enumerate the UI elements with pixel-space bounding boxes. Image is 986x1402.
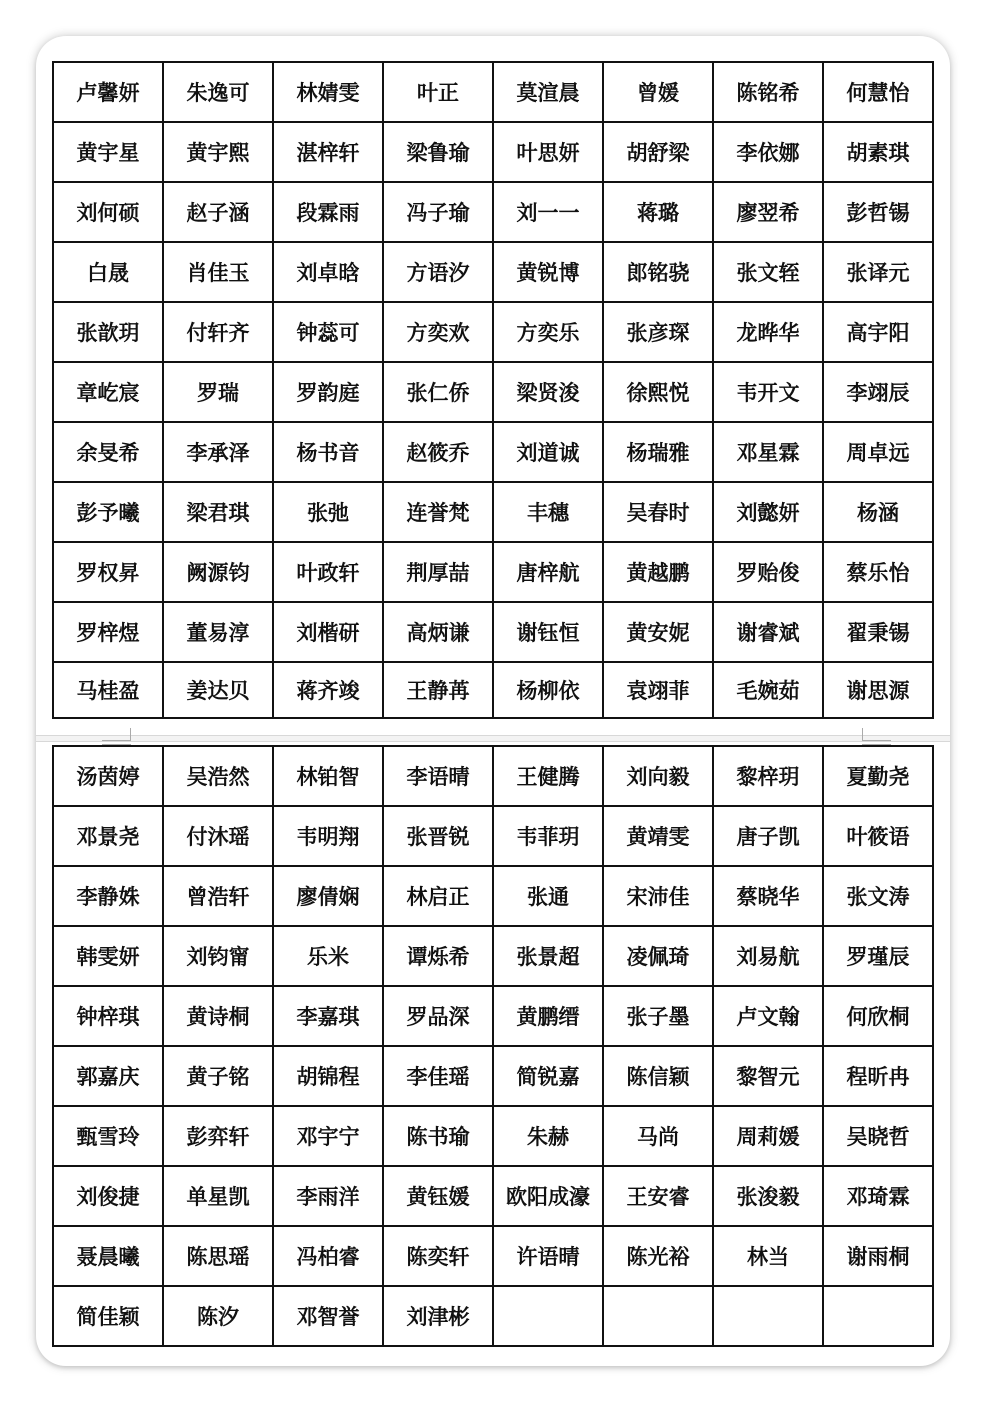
name-cell: 曾媛 [603, 62, 713, 122]
name-cell: 张景超 [493, 926, 603, 986]
name-cell: 张彦琛 [603, 302, 713, 362]
name-cell: 罗韵庭 [273, 362, 383, 422]
name-cell: 李佳瑶 [383, 1046, 493, 1106]
name-cell: 李雨洋 [273, 1166, 383, 1226]
name-cell: 黎梓玥 [713, 746, 823, 806]
table-row [53, 482, 933, 542]
name-cell: 高炳谦 [383, 602, 493, 662]
name-cell: 马桂盈 [53, 662, 163, 718]
name-cell: 罗瑾辰 [823, 926, 933, 986]
name-cell: 刘易航 [713, 926, 823, 986]
name-cell: 罗贻俊 [713, 542, 823, 602]
name-cell: 姜达贝 [163, 662, 273, 718]
name-cell: 黄越鹏 [603, 542, 713, 602]
table-row [53, 242, 933, 302]
name-table-page-1 [52, 61, 934, 719]
name-cell: 赵筱乔 [383, 422, 493, 482]
table-row [53, 302, 933, 362]
name-cell: 韦开文 [713, 362, 823, 422]
name-cell: 罗品深 [383, 986, 493, 1046]
name-cell: 程昕冉 [823, 1046, 933, 1106]
name-cell: 白晟 [53, 242, 163, 302]
name-cell: 胡锦程 [273, 1046, 383, 1106]
name-cell: 邓宇宁 [273, 1106, 383, 1166]
table-row [53, 1046, 933, 1106]
name-cell: 蒋璐 [603, 182, 713, 242]
name-cell: 谢钰恒 [493, 602, 603, 662]
name-cell: 李静姝 [53, 866, 163, 926]
name-cell: 徐熙悦 [603, 362, 713, 422]
name-cell: 吴春时 [603, 482, 713, 542]
name-cell: 陈铭希 [713, 62, 823, 122]
name-cell [823, 1286, 933, 1346]
name-cell: 彭予曦 [53, 482, 163, 542]
name-cell: 卢馨妍 [53, 62, 163, 122]
name-cell: 彭弈轩 [163, 1106, 273, 1166]
page-break [36, 735, 950, 742]
table-row [53, 926, 933, 986]
table-row [53, 1106, 933, 1166]
name-cell: 黄锐博 [493, 242, 603, 302]
name-cell: 方语汐 [383, 242, 493, 302]
name-cell: 马尚 [603, 1106, 713, 1166]
name-cell: 简佳颖 [53, 1286, 163, 1346]
name-cell: 黄钰媛 [383, 1166, 493, 1226]
name-cell: 叶正 [383, 62, 493, 122]
name-cell: 章屹宸 [53, 362, 163, 422]
name-cell: 钟蕊可 [273, 302, 383, 362]
name-cell: 刘道诚 [493, 422, 603, 482]
name-cell: 李承泽 [163, 422, 273, 482]
name-cell: 汤茵婷 [53, 746, 163, 806]
name-cell: 刘向毅 [603, 746, 713, 806]
name-cell: 郎铭骁 [603, 242, 713, 302]
name-cell: 杨涵 [823, 482, 933, 542]
name-cell: 张译元 [823, 242, 933, 302]
table-row [53, 746, 933, 806]
name-cell: 阙源钧 [163, 542, 273, 602]
name-cell: 赵子涵 [163, 182, 273, 242]
name-cell: 刘楷研 [273, 602, 383, 662]
name-cell: 李依娜 [713, 122, 823, 182]
name-cell: 单星凯 [163, 1166, 273, 1226]
name-cell: 蔡乐怡 [823, 542, 933, 602]
table-row [53, 602, 933, 662]
name-cell: 刘何硕 [53, 182, 163, 242]
name-table-page-2 [52, 745, 934, 1347]
name-cell: 张晋锐 [383, 806, 493, 866]
name-cell: 胡舒梁 [603, 122, 713, 182]
name-cell: 韦明翔 [273, 806, 383, 866]
name-cell: 邓琦霖 [823, 1166, 933, 1226]
name-cell: 黄子铭 [163, 1046, 273, 1106]
name-cell: 林当 [713, 1226, 823, 1286]
name-cell: 罗权昇 [53, 542, 163, 602]
name-cell: 夏勤尧 [823, 746, 933, 806]
name-cell: 陈汐 [163, 1286, 273, 1346]
name-cell: 黄鹏缙 [493, 986, 603, 1046]
name-cell: 冯子瑜 [383, 182, 493, 242]
name-cell: 林启正 [383, 866, 493, 926]
name-cell: 黄靖雯 [603, 806, 713, 866]
name-cell: 付沐瑶 [163, 806, 273, 866]
name-cell: 张弛 [273, 482, 383, 542]
table-row [53, 1286, 933, 1346]
name-cell [603, 1286, 713, 1346]
name-cell: 黄宇星 [53, 122, 163, 182]
name-cell: 王静苒 [383, 662, 493, 718]
name-cell: 方奕欢 [383, 302, 493, 362]
table-row [53, 182, 933, 242]
name-cell: 胡素琪 [823, 122, 933, 182]
table-row [53, 1226, 933, 1286]
name-cell: 何慧怡 [823, 62, 933, 122]
name-cell: 叶筱语 [823, 806, 933, 866]
name-cell: 湛梓轩 [273, 122, 383, 182]
name-cell: 廖倩娴 [273, 866, 383, 926]
name-cell: 邓星霖 [713, 422, 823, 482]
name-cell: 李嘉琪 [273, 986, 383, 1046]
name-cell: 林铂智 [273, 746, 383, 806]
name-cell: 唐梓航 [493, 542, 603, 602]
name-cell: 刘一一 [493, 182, 603, 242]
name-cell: 王健腾 [493, 746, 603, 806]
name-cell: 罗梓煜 [53, 602, 163, 662]
name-cell: 谢思源 [823, 662, 933, 718]
name-cell: 朱逸可 [163, 62, 273, 122]
crop-mark [102, 728, 131, 741]
name-cell: 谭烁希 [383, 926, 493, 986]
table-row [53, 662, 933, 718]
name-cell: 邓智誉 [273, 1286, 383, 1346]
name-cell: 杨瑞雅 [603, 422, 713, 482]
name-cell: 高宇阳 [823, 302, 933, 362]
name-cell: 陈奕轩 [383, 1226, 493, 1286]
name-cell: 周莉媛 [713, 1106, 823, 1166]
name-cell: 何欣桐 [823, 986, 933, 1046]
name-cell: 丰穗 [493, 482, 603, 542]
name-cell: 连誉梵 [383, 482, 493, 542]
name-cell [493, 1286, 603, 1346]
name-cell: 张歆玥 [53, 302, 163, 362]
name-cell: 莫渲晨 [493, 62, 603, 122]
name-cell: 李语晴 [383, 746, 493, 806]
table-row [53, 542, 933, 602]
name-cell: 付轩齐 [163, 302, 273, 362]
name-cell: 梁贤浚 [493, 362, 603, 422]
table-row [53, 1166, 933, 1226]
name-cell: 刘钧甯 [163, 926, 273, 986]
name-cell: 曾浩轩 [163, 866, 273, 926]
name-cell: 钟梓琪 [53, 986, 163, 1046]
name-cell: 黄诗桐 [163, 986, 273, 1046]
name-cell: 罗瑞 [163, 362, 273, 422]
name-cell: 叶思妍 [493, 122, 603, 182]
name-cell: 张浚毅 [713, 1166, 823, 1226]
name-cell: 龙晔华 [713, 302, 823, 362]
name-cell: 梁鲁瑜 [383, 122, 493, 182]
name-cell: 段霖雨 [273, 182, 383, 242]
name-cell: 叶政轩 [273, 542, 383, 602]
name-cell: 韩雯妍 [53, 926, 163, 986]
name-cell: 张文轾 [713, 242, 823, 302]
name-cell: 刘卓晗 [273, 242, 383, 302]
name-cell: 周卓远 [823, 422, 933, 482]
name-cell: 卢文翰 [713, 986, 823, 1046]
name-cell: 邓景尧 [53, 806, 163, 866]
name-cell: 黄宇熙 [163, 122, 273, 182]
name-cell: 荆厚喆 [383, 542, 493, 602]
name-cell: 廖翌希 [713, 182, 823, 242]
name-cell: 黎智元 [713, 1046, 823, 1106]
name-cell: 毛婉茹 [713, 662, 823, 718]
name-cell: 肖佳玉 [163, 242, 273, 302]
name-cell: 王安睿 [603, 1166, 713, 1226]
name-cell: 凌佩琦 [603, 926, 713, 986]
name-cell: 张仁侨 [383, 362, 493, 422]
name-cell: 冯柏睿 [273, 1226, 383, 1286]
name-cell: 许语晴 [493, 1226, 603, 1286]
name-cell: 郭嘉庆 [53, 1046, 163, 1106]
table-row [53, 362, 933, 422]
name-cell: 朱赫 [493, 1106, 603, 1166]
table-row [53, 806, 933, 866]
table-row [53, 986, 933, 1046]
name-cell: 谢睿斌 [713, 602, 823, 662]
name-cell: 蔡晓华 [713, 866, 823, 926]
name-cell: 袁翊菲 [603, 662, 713, 718]
table-row [53, 122, 933, 182]
name-cell: 宋沛佳 [603, 866, 713, 926]
name-cell: 刘俊捷 [53, 1166, 163, 1226]
name-cell: 陈思瑶 [163, 1226, 273, 1286]
table-row [53, 62, 933, 122]
name-cell: 陈书瑜 [383, 1106, 493, 1166]
name-cell: 吴浩然 [163, 746, 273, 806]
name-cell: 甄雪玲 [53, 1106, 163, 1166]
name-cell: 梁君琪 [163, 482, 273, 542]
name-cell: 唐子凯 [713, 806, 823, 866]
name-cell: 陈光裕 [603, 1226, 713, 1286]
name-cell: 张子墨 [603, 986, 713, 1046]
name-cell: 翟秉锡 [823, 602, 933, 662]
name-cell: 刘懿妍 [713, 482, 823, 542]
name-cell [713, 1286, 823, 1346]
name-cell: 韦菲玥 [493, 806, 603, 866]
name-cell: 刘津彬 [383, 1286, 493, 1346]
name-cell: 乐米 [273, 926, 383, 986]
name-cell: 张通 [493, 866, 603, 926]
name-cell: 余旻希 [53, 422, 163, 482]
name-cell: 欧阳成濠 [493, 1166, 603, 1226]
name-cell: 聂晨曦 [53, 1226, 163, 1286]
table-row [53, 866, 933, 926]
name-cell: 简锐嘉 [493, 1046, 603, 1106]
name-cell: 董易淳 [163, 602, 273, 662]
name-cell: 陈信颖 [603, 1046, 713, 1106]
name-cell: 彭哲锡 [823, 182, 933, 242]
crop-mark [862, 728, 891, 741]
name-cell: 谢雨桐 [823, 1226, 933, 1286]
name-cell: 蒋齐竣 [273, 662, 383, 718]
name-cell: 黄安妮 [603, 602, 713, 662]
name-cell: 林婧雯 [273, 62, 383, 122]
name-cell: 方奕乐 [493, 302, 603, 362]
name-cell: 杨书音 [273, 422, 383, 482]
table-row [53, 422, 933, 482]
name-cell: 吴晓哲 [823, 1106, 933, 1166]
name-cell: 杨柳依 [493, 662, 603, 718]
name-cell: 李翊辰 [823, 362, 933, 422]
name-cell: 张文涛 [823, 866, 933, 926]
